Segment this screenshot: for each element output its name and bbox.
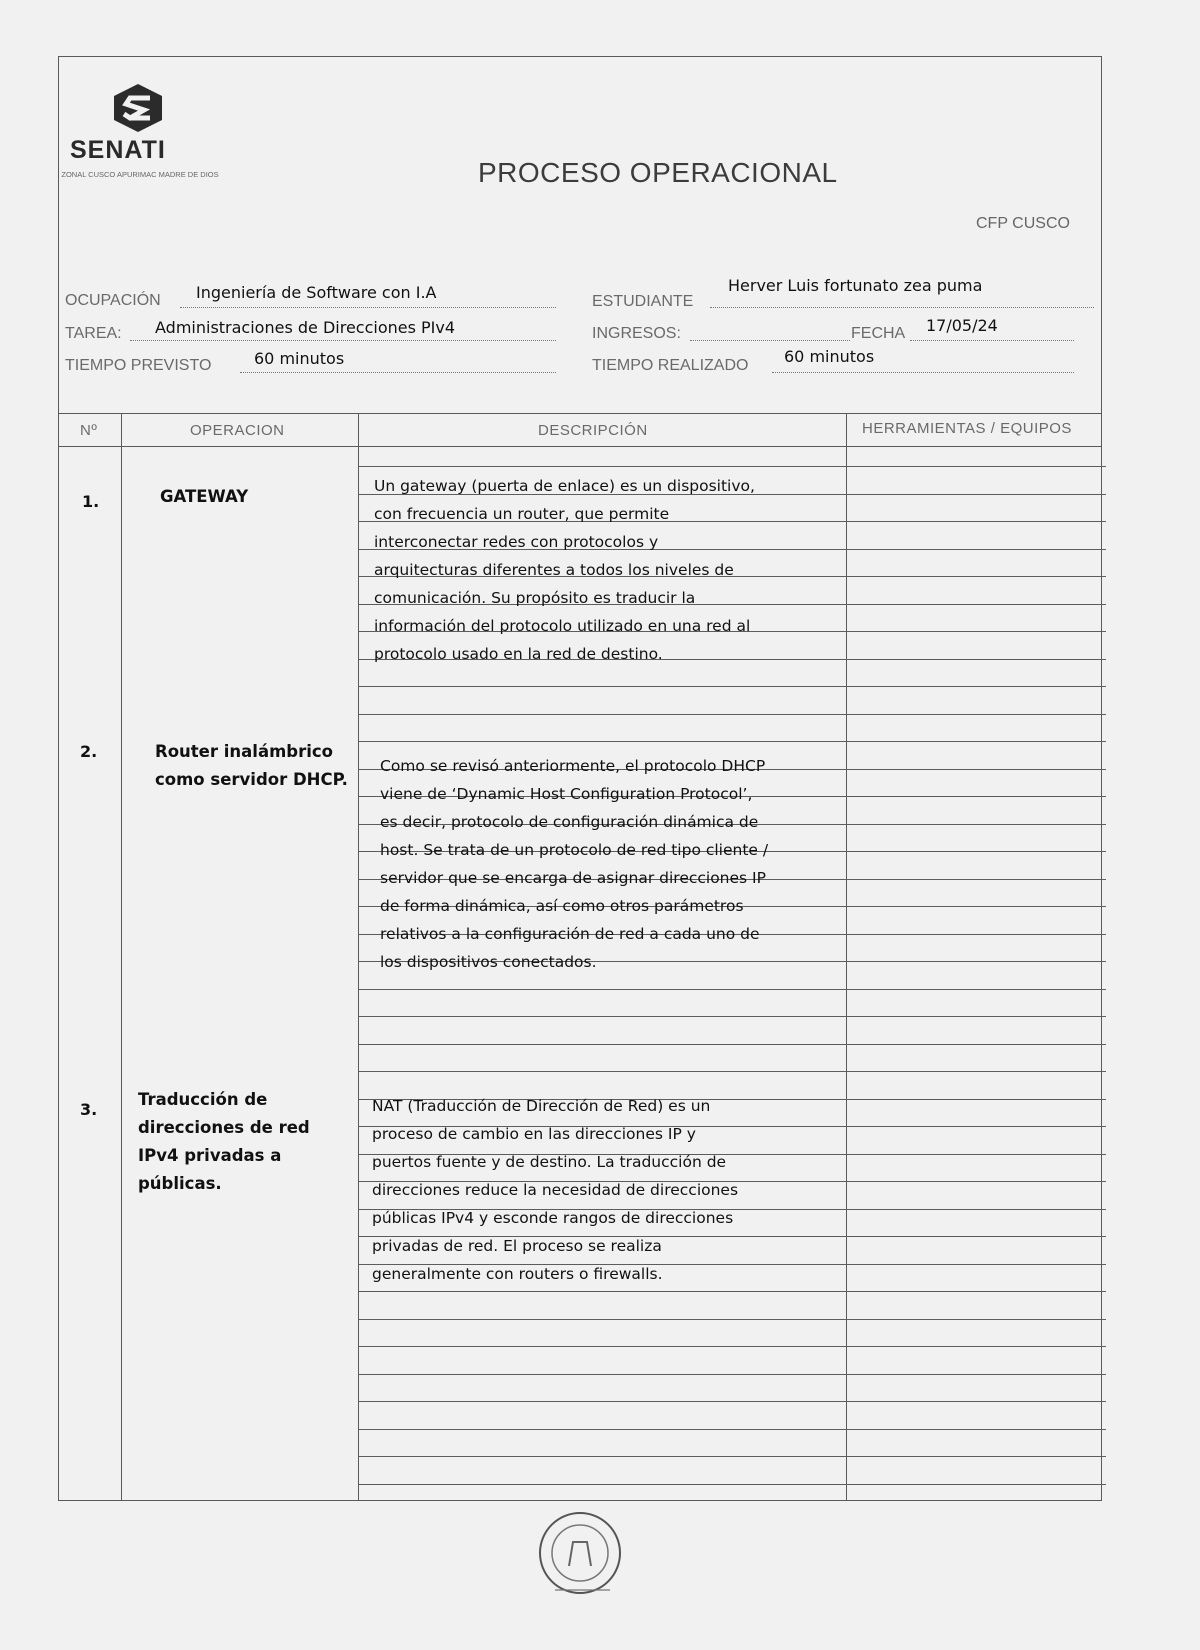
description-line: información del protocolo utilizado en una red al	[374, 617, 751, 635]
ocupacion-value: Ingeniería de Software con I.A	[196, 283, 437, 302]
description-line: es decir, protocolo de configuración dinámica de	[380, 813, 759, 831]
description-line: comunicación. Su propósito es traducir la	[374, 589, 696, 607]
ruled-line	[358, 714, 1106, 715]
ruled-line	[358, 1429, 1106, 1430]
row-1-operation: GATEWAY	[160, 487, 249, 506]
ruled-line	[358, 686, 1106, 687]
estudiante-line	[710, 307, 1094, 308]
description-line: de forma dinámica, así como otros parámetros	[380, 897, 744, 915]
estudiante-label: ESTUDIANTE	[592, 293, 694, 310]
tiempo-realizado-line	[772, 372, 1074, 373]
description-line: generalmente con routers o firewalls.	[372, 1265, 663, 1283]
description-line: con frecuencia un router, que permite	[374, 505, 670, 523]
row-2-number: 2.	[80, 742, 98, 761]
col-header-num: Nº	[80, 422, 98, 439]
senati-logo-icon	[50, 80, 230, 140]
description-line: servidor que se encarga de asignar direcciones IP	[380, 869, 766, 887]
row-2-operation: Router inalámbrico como servidor DHCP.	[155, 742, 348, 789]
description-line: los dispositivos conectados.	[380, 953, 597, 971]
ocupacion-line	[180, 307, 556, 308]
senati-logo	[50, 80, 250, 179]
col-header-descripcion: DESCRIPCIÓN	[538, 422, 648, 439]
description-line: host. Se trata de un protocolo de red tipo cliente /	[380, 841, 769, 859]
table-top-border	[58, 413, 1102, 414]
logo-subtext: ZONAL CUSCO APURIMAC MADRE DE DIOS	[61, 170, 219, 179]
ruled-line	[358, 1456, 1106, 1457]
ruled-line	[358, 989, 1106, 990]
col-header-herramientas: HERRAMIENTAS / EQUIPOS	[862, 420, 1072, 437]
ruled-line	[358, 1484, 1106, 1485]
description-line: arquitecturas diferentes a todos los niveles de	[374, 561, 734, 579]
ruled-line	[358, 1346, 1106, 1347]
tiempo-previsto-line	[240, 372, 556, 373]
seal-stamp	[535, 1508, 625, 1598]
tiempo-previsto-label: TIEMPO PREVISTO	[65, 357, 212, 374]
description-line: protocolo usado en la red de destino.	[374, 645, 663, 663]
campus-label: CFP CUSCO	[976, 215, 1070, 232]
table-header-border	[58, 446, 1102, 447]
col-divider-1	[121, 413, 122, 1501]
description-line: direcciones reduce la necesidad de direcciones	[372, 1181, 739, 1199]
tiempo-previsto-value: 60 minutos	[254, 349, 345, 368]
ruled-line	[358, 466, 1106, 467]
col-header-operacion: OPERACION	[190, 422, 285, 439]
row-1-description	[374, 472, 755, 668]
tarea-label: TAREA:	[65, 325, 122, 342]
ruled-line	[358, 1071, 1106, 1072]
description-line: viene de ‘Dynamic Host Configuration Protocol’,	[380, 785, 753, 803]
ruled-line	[358, 1044, 1106, 1045]
ruled-line	[358, 1291, 1106, 1292]
description-line: privadas de red. El proceso se realiza	[372, 1237, 662, 1255]
ruled-line	[358, 1016, 1106, 1017]
estudiante-value: Herver Luis fortunato zea puma	[728, 276, 983, 295]
description-line: Como se revisó anteriormente, el protocolo DHCP	[380, 757, 766, 775]
description-line: interconectar redes con protocolos y	[374, 533, 659, 551]
row-3-description	[372, 1092, 738, 1288]
ocupacion-label: OCUPACIÓN	[65, 292, 161, 309]
ingresos-line	[690, 340, 850, 341]
fecha-label: FECHA	[851, 325, 906, 342]
description-line: relativos a la configuración de red a cada uno de	[380, 925, 760, 943]
ruled-line	[358, 1319, 1106, 1320]
description-line: puertos fuente y de destino. La traducción de	[372, 1153, 727, 1171]
tiempo-realizado-value: 60 minutos	[784, 347, 875, 366]
description-line: proceso de cambio en las direcciones IP y	[372, 1125, 696, 1143]
ruled-line	[358, 1401, 1106, 1402]
tiempo-realizado-label: TIEMPO REALIZADO	[592, 357, 749, 374]
page-title: PROCESO OPERACIONAL	[478, 157, 838, 188]
ruled-line	[358, 741, 1106, 742]
ruled-line	[358, 1374, 1106, 1375]
row-2-description	[380, 752, 768, 976]
fecha-line	[910, 340, 1074, 341]
ingresos-label: INGRESOS:	[592, 325, 681, 342]
tarea-line	[130, 340, 556, 341]
row-3-operation: Traducción de direcciones de red IPv4 privadas a públicas.	[138, 1090, 310, 1193]
row-3-number: 3.	[80, 1100, 98, 1119]
fecha-value: 17/05/24	[926, 316, 998, 335]
row-1-number: 1.	[82, 492, 100, 511]
logo-text: SENATI	[70, 136, 166, 164]
description-line: públicas IPv4 y esconde rangos de direcciones	[372, 1209, 734, 1227]
description-line: NAT (Traducción de Dirección de Red) es un	[372, 1097, 711, 1115]
description-line: Un gateway (puerta de enlace) es un dispositivo,	[374, 477, 755, 495]
tarea-value: Administraciones de Direcciones PIv4	[155, 318, 456, 337]
